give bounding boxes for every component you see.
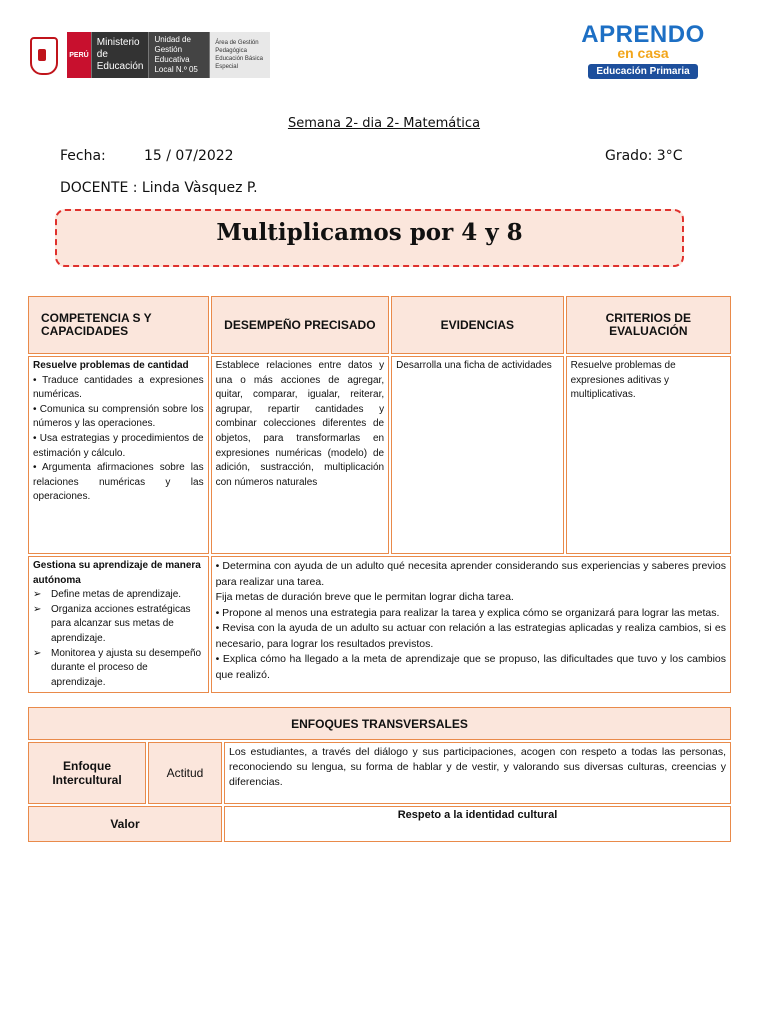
enfoques-title: ENFOQUES TRANSVERSALES bbox=[28, 707, 731, 740]
table-row bbox=[28, 356, 731, 554]
list-item: ➢ Organiza acciones estratégicas para alcanzar sus metas de aprendizaje. bbox=[33, 603, 204, 647]
capacidad-item: • Usa estrategias y procedimientos de estimación y cálculo. bbox=[33, 432, 204, 459]
desempeno-item: Fija metas de duración breve que le permitan lograr dicha tarea. bbox=[215, 591, 514, 603]
list-item: ➢ Monitorea y ajusta su desempeño durante el proceso de aprendizaje. bbox=[33, 647, 204, 691]
list-item: ➢ Define metas de aprendizaje. bbox=[33, 588, 204, 603]
header-desempeno: DESEMPEÑO PRECISADO bbox=[211, 296, 390, 354]
desempeno-cell: Establece relaciones entre datos y una o más acciones de agregar, quitar, comparar, igualar, reiterar, agrupar, repartir cantidades y combinar colecciones diferentes de objetos, para transformarlas en expresiones numéricas (modelo) de adición, sustracción, multiplicación con números naturales bbox=[211, 356, 390, 554]
enfoques-table bbox=[26, 705, 733, 844]
aprendo-logo-line2: en casa bbox=[617, 45, 669, 61]
ministry-label: Ministerio de Educación bbox=[91, 32, 149, 78]
actitud-label: Actitud bbox=[148, 742, 222, 804]
header-competencias: COMPETENCIA S Y CAPACIDADES bbox=[28, 296, 209, 354]
capacidad-item: • Comunica su comprensión sobre los números y las operaciones. bbox=[33, 403, 204, 430]
ugel-label: Unidad de Gestión Educativa Local N.º 05 bbox=[148, 32, 209, 78]
enfoque-name: Enfoque Intercultural bbox=[28, 742, 146, 804]
competency-table bbox=[26, 294, 733, 695]
competencia-autonoma-cell bbox=[28, 556, 209, 693]
capacidades-list bbox=[33, 588, 204, 690]
actitud-text: Los estudiantes, a través del diálogo y sus participaciones, acogen con respeto a todas las personas, reconociendo su lengua, su forma de hablar y de vestir, y valorando sus diversas culturas, creencias y diferencias. bbox=[224, 742, 731, 804]
aprendo-en-casa-logo bbox=[578, 22, 708, 84]
capacidad-item: • Argumenta afirmaciones sobre las relaciones numéricas y las operaciones. bbox=[33, 462, 204, 503]
criterios-cell: Resuelve problemas de expresiones aditivas y multiplicativas. bbox=[566, 356, 731, 554]
valor-text: Respeto a la identidad cultural bbox=[224, 806, 731, 842]
evidencias-cell: Desarrolla una ficha de actividades bbox=[391, 356, 563, 554]
desempeno-item: • Propone al menos una estrategia para realizar la tarea y explica cómo se organizará para lograr las metas. bbox=[215, 606, 720, 619]
valor-label: Valor bbox=[28, 806, 222, 842]
aprendo-logo-line1: APRENDO bbox=[581, 21, 705, 48]
competencia-title: Gestiona su aprendizaje de manera autónoma bbox=[33, 560, 201, 586]
desempeno-item: • Explica cómo ha llegado a la meta de aprendizaje que se propuso, las dificultades que tuvo y los cambios que realizó. bbox=[215, 653, 726, 681]
fecha-value: 15 / 07/2022 bbox=[144, 148, 234, 164]
page-title: Multiplicamos por 4 y 8 bbox=[216, 218, 523, 246]
table-row bbox=[28, 556, 731, 693]
peru-flag-label: PERÚ bbox=[67, 32, 91, 78]
aprendo-logo-line3: Educación Primaria bbox=[588, 64, 697, 79]
desempeno-item: • Determina con ayuda de un adulto qué necesita aprender considerando sus experiencias y saberes previos para realizar una tarea. bbox=[215, 560, 726, 588]
desempeno-item: • Revisa con la ayuda de un adulto su actuar con relación a las estrategias aplicadas y realiza cambios, si es necesario, para lograr los resultados previstos. bbox=[215, 622, 726, 650]
competencia-title: Resuelve problemas de cantidad bbox=[33, 360, 189, 371]
docente-label: DOCENTE : Linda Vàsquez P. bbox=[60, 180, 258, 196]
grado-label: Grado: 3°C bbox=[605, 148, 683, 164]
area-label: Área de Gestión Pedagógica Educación Básica Especial bbox=[209, 32, 270, 78]
table-header-row bbox=[28, 296, 731, 354]
capacidad-item: • Traduce cantidades a expresiones numéricas. bbox=[33, 374, 204, 401]
header-evidencias: EVIDENCIAS bbox=[391, 296, 563, 354]
subject-heading: Semana 2- dia 2- Matemática bbox=[287, 116, 481, 131]
competencia-cell bbox=[28, 356, 209, 554]
peru-crest-icon bbox=[22, 32, 67, 78]
minedu-logo bbox=[22, 32, 270, 78]
header-criterios: CRITERIOS DE EVALUACIÓN bbox=[566, 296, 731, 354]
desempenos-autonoma-cell bbox=[211, 556, 731, 693]
fecha-label: Fecha: bbox=[60, 148, 106, 164]
